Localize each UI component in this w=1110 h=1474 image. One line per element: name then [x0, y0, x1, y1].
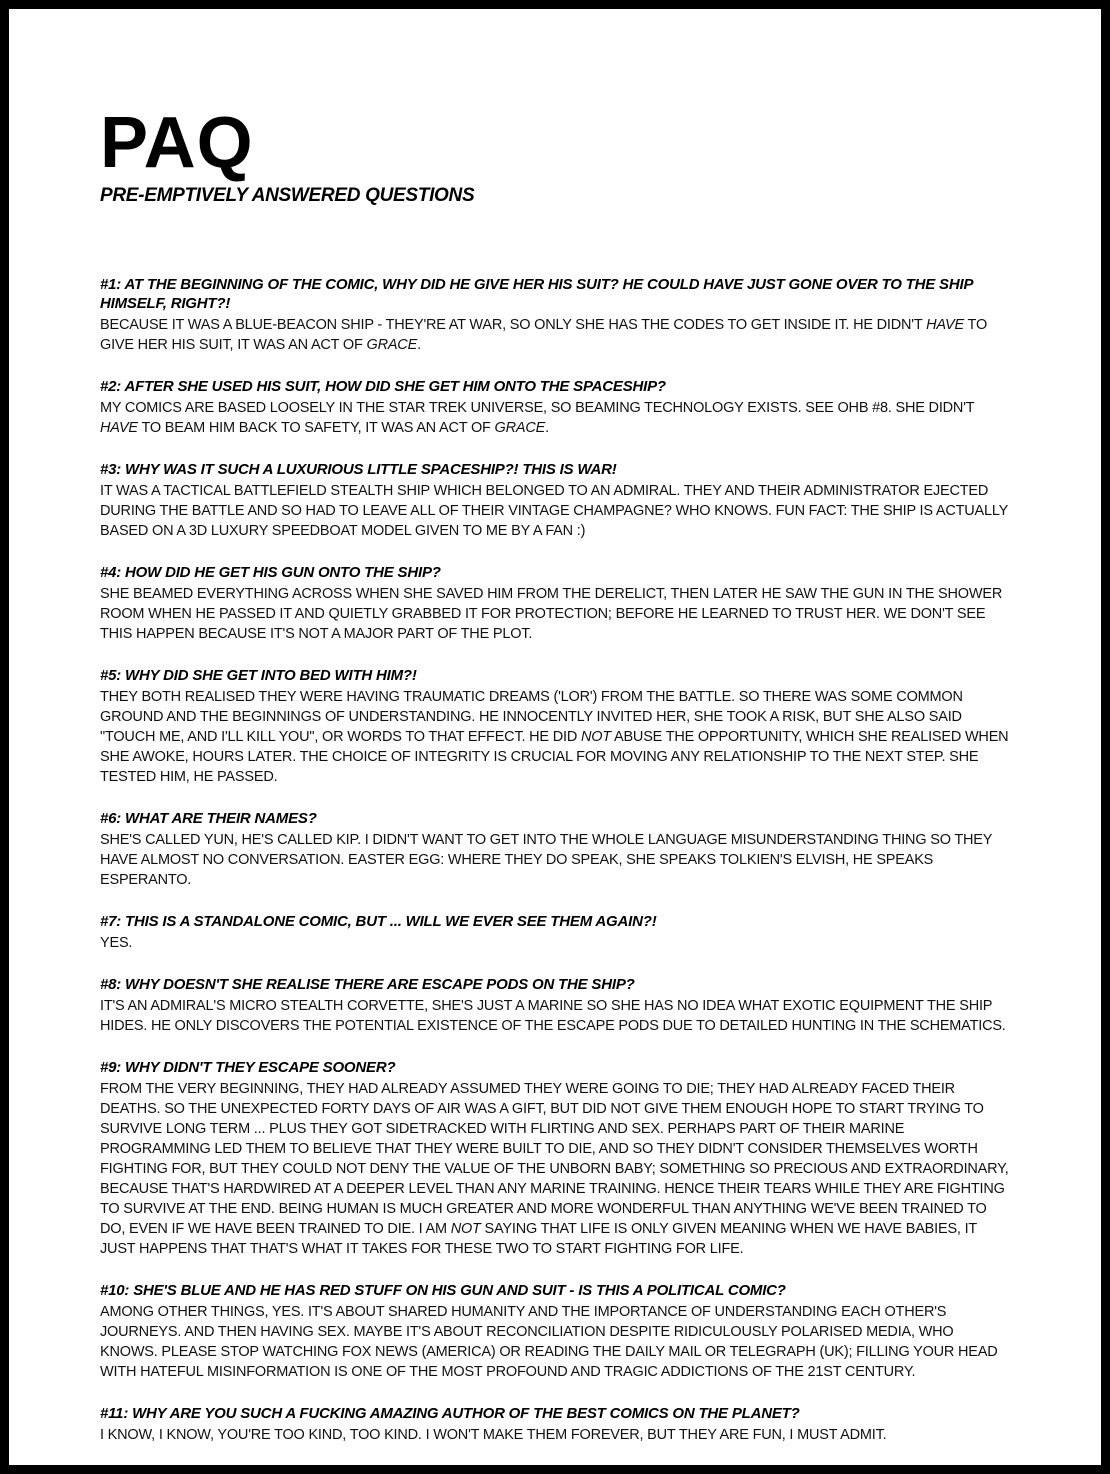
faq-item — [100, 460, 1014, 541]
faq-answer: MY COMICS ARE BASED LOOSELY IN THE STAR TREK UNIVERSE, SO BEAMING TECHNOLOGY EXISTS. SEE OHB #8. SHE DIDN'T HAVE TO BEAM HIM BACK TO SAFETY, IT WAS AN ACT OF GRACE. — [100, 400, 975, 436]
faq-question: #2: AFTER SHE USED HIS SUIT, HOW DID SHE GET HIM ONTO THE SPACESHIP? — [100, 378, 666, 395]
faq-item — [100, 1281, 1014, 1382]
faq-answer: FROM THE VERY BEGINNING, THEY HAD ALREADY ASSUMED THEY WERE GOING TO DIE; THEY HAD ALREADY FACED THEIR DEATHS. SO THE UNEXPECTED FORTY DAYS OF AIR WAS A GIFT, BUT DID NOT GIVE THEM ENOUGH HOPE TO START TRYING TO SURVIVE LONG TERM ... PLUS THEY GOT SIDETRACKED WITH FLIRTING AND SEX. PERHAPS PART OF THEIR MARINE PROGRAMMING LED THEM TO BELIEVE THAT THEY WERE BUILT TO DIE, AND SO THEY DIDN'T CONSIDER THEMSELVES WORTH FIGHTING FOR, BUT THEY COULD NOT DENY THE VALUE OF THE UNBORN BABY; SOMETHING SO PRECIOUS AND EXTRAORDINARY, BECAUSE THAT'S HARDWIRED AT A DEEPER LEVEL THAN ANY MARINE TRAINING. HENCE THEIR TEARS WHILE THEY ARE FIGHTING TO SURVIVE AT THE END. BEING HUMAN IS MUCH GREATER AND MORE WONDERFUL THAN ANYTHING WE'VE BEEN TRAINED TO DO, EVEN IF WE HAVE BEEN TRAINED TO DIE. I AM NOT SAYING THAT LIFE IS ONLY GIVEN MEANING WHEN WE HAVE BABIES, IT JUST HAPPENS THAT THAT'S WHAT IT TAKES FOR THESE TWO TO START FIGHTING FOR LIFE. — [100, 1081, 1009, 1257]
faq-item — [100, 275, 1014, 355]
faq-item — [100, 666, 1014, 787]
faq-item — [100, 377, 1014, 438]
faq-item — [100, 563, 1014, 644]
faq-item — [100, 975, 1014, 1036]
faq-answer: SHE'S CALLED YUN, HE'S CALLED KIP. I DIDN'T WANT TO GET INTO THE WHOLE LANGUAGE MISUNDERSTANDING THING SO THEY HAVE ALMOST NO CONVERSATION. EASTER EGG: WHERE THEY DO SPEAK, SHE SPEAKS TOLKIEN'S ELVISH, HE SPEAKS ESPERANTO. — [100, 832, 992, 888]
faq-answer: AMONG OTHER THINGS, YES. IT'S ABOUT SHARED HUMANITY AND THE IMPORTANCE OF UNDERSTANDING EACH OTHER'S JOURNEYS. AND THEN HAVING SEX. MAYBE IT'S ABOUT RECONCILIATION DESPITE RIDICULOUSLY POLARISED MEDIA, WHO KNOWS. PLEASE STOP WATCHING FOX NEWS (AMERICA) OR READING THE DAILY MAIL OR TELEGRAPH (UK); FILLING YOUR HEAD WITH HATEFUL MISINFORMATION IS ONE OF THE MOST PROFOUND AND TRAGIC ADDICTIONS OF THE 21ST CENTURY. — [100, 1304, 998, 1380]
page-title: PAQ — [100, 103, 254, 183]
faq-item — [100, 1404, 1014, 1445]
page-subtitle: PRE-EMPTIVELY ANSWERED QUESTIONS — [100, 185, 475, 206]
faq-answer: IT'S AN ADMIRAL'S MICRO STEALTH CORVETTE, SHE'S JUST A MARINE SO SHE HAS NO IDEA WHAT EXOTIC EQUIPMENT THE SHIP HIDES. HE ONLY DISCOVERS THE POTENTIAL EXISTENCE OF THE ESCAPE PODS DUE TO DETAILED HUNTING IN THE SCHEMATICS. — [100, 998, 1006, 1034]
faq-question: #9: WHY DIDN'T THEY ESCAPE SOONER? — [100, 1059, 396, 1076]
faq-answer: THEY BOTH REALISED THEY WERE HAVING TRAUMATIC DREAMS ('LOR') FROM THE BATTLE. SO THERE WAS SOME COMMON GROUND AND THE BEGINNINGS OF UNDERSTANDING. HE INNOCENTLY INVITED HER, SHE TOOK A RISK, BUT SHE ALSO SAID "TOUCH ME, AND I'LL KILL YOU", OR WORDS TO THAT EFFECT. HE DID NOT ABUSE THE OPPORTUNITY, WHICH SHE REALISED WHEN SHE AWOKE, HOURS LATER. THE CHOICE OF INTEGRITY IS CRUCIAL FOR MOVING ANY RELATIONSHIP TO THE NEXT STEP. SHE TESTED HIM, HE PASSED. — [100, 689, 1009, 785]
faq-answer: YES. — [100, 935, 133, 951]
faq-answer: IT WAS A TACTICAL BATTLEFIELD STEALTH SHIP WHICH BELONGED TO AN ADMIRAL. THEY AND THEIR ADMINISTRATOR EJECTED DURING THE BATTLE AND SO HAD TO LEAVE ALL OF THEIR VINTAGE CHAMPAGNE? WHO KNOWS. FUN FACT: THE SHIP IS ACTUALLY BASED ON A 3D LUXURY SPEEDBOAT MODEL GIVEN TO ME BY A FAN :) — [100, 483, 1008, 539]
faq-question: #6: WHAT ARE THEIR NAMES? — [100, 810, 317, 827]
faq-question: #11: WHY ARE YOU SUCH A FUCKING AMAZING AUTHOR OF THE BEST COMICS ON THE PLANET? — [100, 1405, 800, 1422]
page-header — [100, 103, 1014, 207]
faq-question: #7: THIS IS A STANDALONE COMIC, BUT ... WILL WE EVER SEE THEM AGAIN?! — [100, 913, 657, 930]
faq-answer: BECAUSE IT WAS A BLUE-BEACON SHIP - THEY'RE AT WAR, SO ONLY SHE HAS THE CODES TO GET INSIDE IT. HE DIDN'T HAVE TO GIVE HER HIS SUIT, IT WAS AN ACT OF GRACE. — [100, 317, 988, 353]
faq-item — [100, 809, 1014, 890]
faq-question: #3: WHY WAS IT SUCH A LUXURIOUS LITTLE SPACESHIP?! THIS IS WAR! — [100, 461, 617, 478]
faq-item — [100, 912, 1014, 953]
faq-answer: SHE BEAMED EVERYTHING ACROSS WHEN SHE SAVED HIM FROM THE DERELICT, THEN LATER HE SAW THE GUN IN THE SHOWER ROOM WHEN HE PASSED IT AND QUIETLY GRABBED IT FOR PROTECTION; BEFORE HE LEARNED TO TRUST HER. WE DON'T SEE THIS HAPPEN BECAUSE IT'S NOT A MAJOR PART OF THE PLOT. — [100, 586, 1003, 642]
faq-answer: I KNOW, I KNOW, YOU'RE TOO KIND, TOO KIND. I WON'T MAKE THEM FOREVER, BUT THEY ARE FUN, I MUST ADMIT. — [100, 1427, 887, 1443]
faq-item — [100, 1058, 1014, 1259]
faq-question: #4: HOW DID HE GET HIS GUN ONTO THE SHIP? — [100, 564, 441, 581]
faq-question: #5: WHY DID SHE GET INTO BED WITH HIM?! — [100, 667, 417, 684]
faq-list — [100, 275, 1014, 1445]
faq-question: #1: AT THE BEGINNING OF THE COMIC, WHY DID HE GIVE HER HIS SUIT? HE COULD HAVE JUST GONE OVER TO THE SHIP HIMSELF, RIGHT?! — [100, 276, 973, 312]
faq-question: #10: SHE'S BLUE AND HE HAS RED STUFF ON HIS GUN AND SUIT - IS THIS A POLITICAL COMIC? — [100, 1282, 786, 1299]
faq-question: #8: WHY DOESN'T SHE REALISE THERE ARE ESCAPE PODS ON THE SHIP? — [100, 976, 635, 993]
